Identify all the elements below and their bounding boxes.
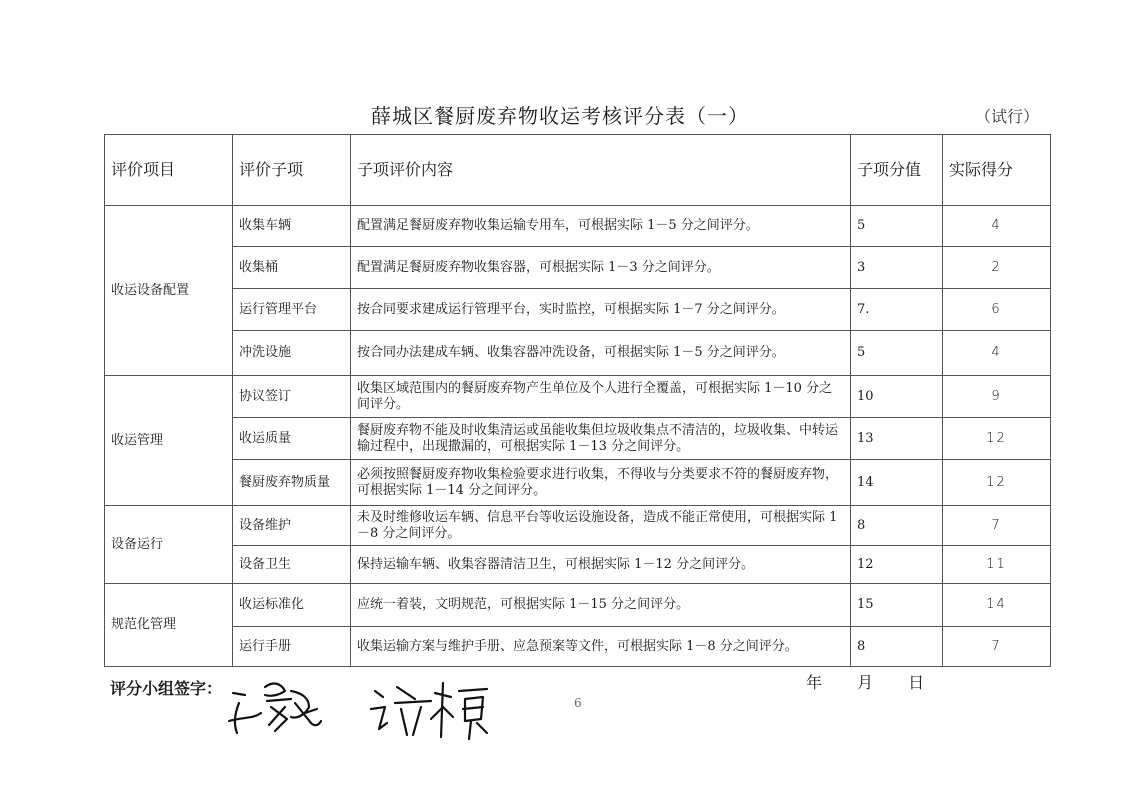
subitem-cell: 运行手册	[233, 627, 351, 667]
subitem-cell: 收运标准化	[233, 584, 351, 627]
actual-score-cell: 4	[943, 331, 1051, 376]
max-score-cell: 15	[851, 584, 943, 627]
content-cell: 未及时维修收运车辆、信息平台等收运设施设备，造成不能正常使用，可根据实际 1－8 分之间评分。	[351, 506, 851, 546]
table-header-row	[105, 135, 1051, 206]
category-cell: 规范化管理	[105, 584, 233, 667]
header-actual-score: 实际得分	[943, 135, 1051, 206]
header-content: 子项评价内容	[351, 135, 851, 206]
document-title: 薛城区餐厨废弃物收运考核评分表（一）	[371, 104, 749, 128]
subitem-cell: 设备维护	[233, 506, 351, 546]
category-cell: 收运设备配置	[105, 206, 233, 376]
content-cell: 必须按照餐厨废弃物收集检验要求进行收集，不得收与分类要求不符的餐厨废弃物，可根据实际 1－14 分之间评分。	[351, 460, 851, 506]
content-cell: 保持运输车辆、收集容器清洁卫生，可根据实际 1－12 分之间评分。	[351, 546, 851, 584]
subitem-cell: 设备卫生	[233, 546, 351, 584]
category-cell: 设备运行	[105, 506, 233, 584]
max-score-cell: 14	[851, 460, 943, 506]
header-category: 评价项目	[105, 135, 233, 206]
page-number: 6	[574, 696, 582, 710]
trial-note: （试行）	[975, 107, 1040, 126]
table-row	[105, 289, 1051, 331]
content-cell: 餐厨废弃物不能及时收集清运或虽能收集但垃圾收集点不清洁的，垃圾收集、中转运输过程中，出现撒漏的，可根据实际 1－13 分之间评分。	[351, 418, 851, 460]
signature-scribble	[225, 673, 525, 743]
score-table	[104, 134, 1051, 667]
content-cell: 配置满足餐厨废弃物收集运输专用车，可根据实际 1－5 分之间评分。	[351, 206, 851, 247]
max-score-cell: 8	[851, 627, 943, 667]
table-row	[105, 506, 1051, 546]
header-subitem: 评价子项	[233, 135, 351, 206]
actual-score-cell: 6	[943, 289, 1051, 331]
actual-score-cell: 4	[943, 206, 1051, 247]
table-row	[105, 376, 1051, 418]
category-cell: 收运管理	[105, 376, 233, 506]
handwritten-signature	[225, 673, 525, 747]
actual-score-cell: 12	[943, 418, 1051, 460]
date-label: 年 月 日	[806, 673, 925, 692]
content-cell: 收集运输方案与维护手册、应急预案等文件，可根据实际 1－8 分之间评分。	[351, 627, 851, 667]
max-score-cell: 3	[851, 247, 943, 289]
max-score-cell: 5	[851, 331, 943, 376]
subitem-cell: 餐厨废弃物质量	[233, 460, 351, 506]
subitem-cell: 收运质量	[233, 418, 351, 460]
table-row	[105, 460, 1051, 506]
max-score-cell: 8	[851, 506, 943, 546]
max-score-cell: 5	[851, 206, 943, 247]
subitem-cell: 收集桶	[233, 247, 351, 289]
subitem-cell: 冲洗设施	[233, 331, 351, 376]
actual-score-cell: 7	[943, 506, 1051, 546]
table-row	[105, 418, 1051, 460]
max-score-cell: 12	[851, 546, 943, 584]
subitem-cell: 收集车辆	[233, 206, 351, 247]
max-score-cell: 7.	[851, 289, 943, 331]
table-row	[105, 206, 1051, 247]
content-cell: 收集区域范围内的餐厨废弃物产生单位及个人进行全覆盖，可根据实际 1－10 分之间评分。	[351, 376, 851, 418]
table-row	[105, 627, 1051, 667]
actual-score-cell: 7	[943, 627, 1051, 667]
content-cell: 配置满足餐厨废弃物收集容器，可根据实际 1－3 分之间评分。	[351, 247, 851, 289]
table-row	[105, 584, 1051, 627]
actual-score-cell: 2	[943, 247, 1051, 289]
content-cell: 按合同要求建成运行管理平台，实时监控，可根据实际 1－7 分之间评分。	[351, 289, 851, 331]
actual-score-cell: 14	[943, 584, 1051, 627]
actual-score-cell: 12	[943, 460, 1051, 506]
actual-score-cell: 11	[943, 546, 1051, 584]
header-max-score: 子项分值	[851, 135, 943, 206]
subitem-cell: 协议签订	[233, 376, 351, 418]
table-row	[105, 247, 1051, 289]
table-row	[105, 546, 1051, 584]
table-row	[105, 331, 1051, 376]
max-score-cell: 10	[851, 376, 943, 418]
content-cell: 应统一着装，文明规范，可根据实际 1－15 分之间评分。	[351, 584, 851, 627]
content-cell: 按合同办法建成车辆、收集容器冲洗设备，可根据实际 1－5 分之间评分。	[351, 331, 851, 376]
max-score-cell: 13	[851, 418, 943, 460]
signature-label: 评分小组签字：	[110, 679, 223, 698]
subitem-cell: 运行管理平台	[233, 289, 351, 331]
actual-score-cell: 9	[943, 376, 1051, 418]
